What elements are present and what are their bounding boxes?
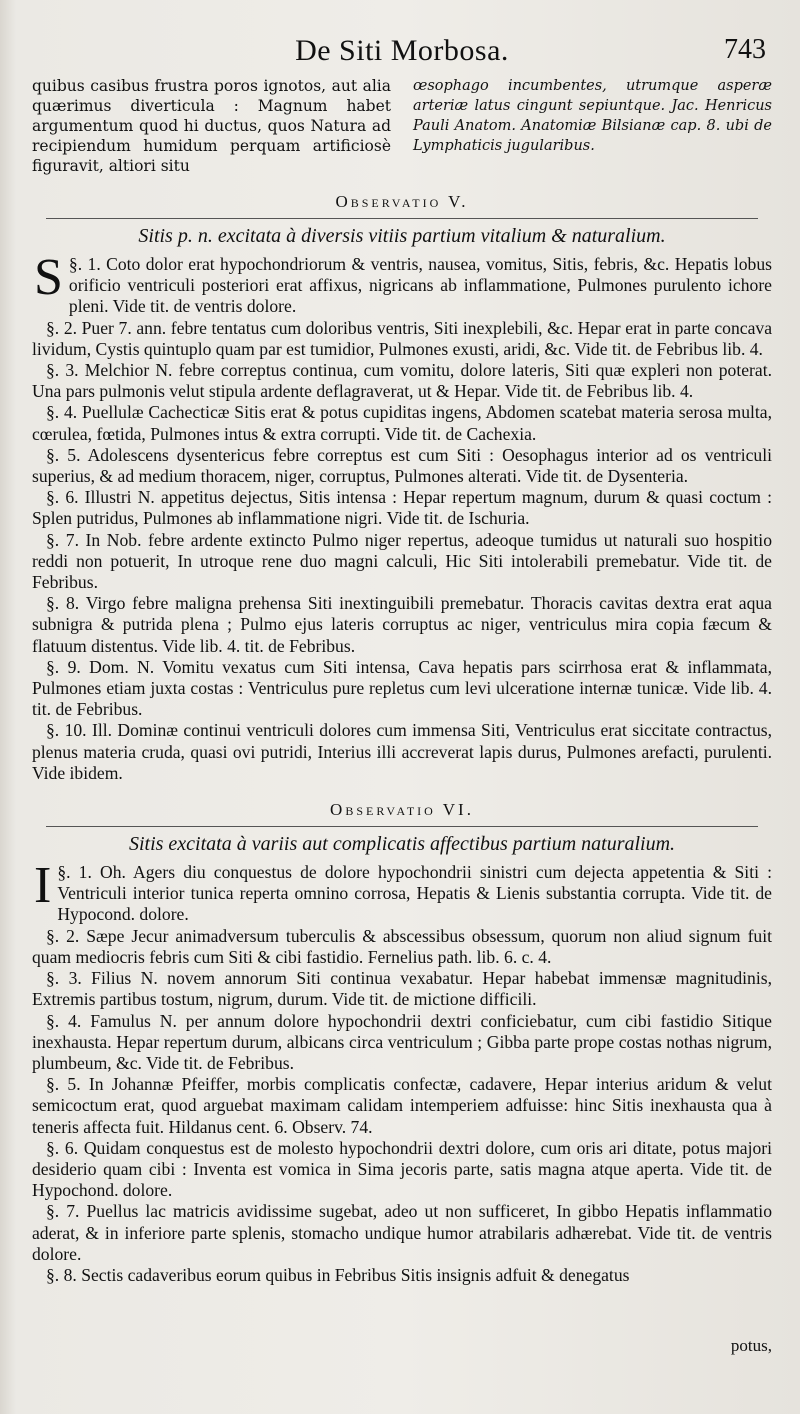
paragraph [32,720,772,784]
paragraph [32,487,772,529]
paragraph-text: §. 6. Quidam conquestus est de molesto hypochondrii dextri dolore, cum oris ari ditate, potus majori desiderio quam cibi : Inventa est vomica in Sima jecoris parte, satis magna atque aperta. Vide tit. de Hypochond. dolore. [32,1137,772,1201]
paragraph-text: §. 4. Famulus N. per annum dolore hypochondrii dextri conficiebatur, cum cibi fastidio Sitique inexhausta. Hepar repertum durum, albicans circa ventriculum ; Gibba parte prope costas nothas nigrum, plumbeum, &c. Vide tit. de Febribus. [32,1010,772,1073]
paragraph [32,318,772,360]
paragraph [32,593,772,657]
continued-text-columns [32,76,772,176]
paragraph-text: §. 5. In Johannæ Pfeiffer, morbis complicatis confectæ, cadavere, Hepar interius aridum & velut semicoctum erat, quod arguebat maximam calidam intemperiem adfuisse: hinc Sitis inexhausta qua à teneris affecta fuit. Hildanus cent. 6. Observ. 74. [32,1074,772,1137]
paragraph-text: §. 1. Coto dolor erat hypochondriorum & ventris, nausea, vomitus, Sitis, febris, &c. Hepatis lobus orificio ventriculi posteriori erat affixus, nigricans ab inflammatione, Pulmones purulento ichore pleni. Vide tit. de ventris dolore. [68,254,772,317]
observation-5-body [32,249,772,784]
paragraph [32,530,772,594]
paragraph-text: §. 5. Adolescens dysentericus febre correptus est cum Siti : Oesophagus interior ad os ventriculi superius, & ad medium thoracem, niger, corruptus, Pulmones alterati. Vide tit. de Dysenteria. [32,444,772,487]
paragraph-text: §. 2. Puer 7. ann. febre tentatus cum doloribus ventris, Siti inexplebili, &c. Hepar erat in parte concava lividum, Cystis quintuplo quam par est tumidior, Pulmones exusti, aridi, &c. Vide tit. de Febribus lib. 4. [32,317,772,359]
running-title: De Siti Morbosa. [295,34,509,67]
paragraph [32,445,772,487]
paragraph-text: §. 4. Puellulæ Cachecticæ Sitis erat & potus cupiditas ingens, Abdomen scatebat materia serosa multa, cœrulea, fœtida, Pulmones intus & extra corrupti. Vide tit. de Cachexia. [32,402,772,444]
paragraph [32,968,772,1010]
paragraph-text: §. 3. Filius N. novem annorum Siti continua vexabatur. Hepar habebat immensæ magnitudinis, Extremis partibus tostum, nigrum, durum. Vide tit. de mictione difficili. [32,968,772,1010]
paragraph-text: §. 3. Melchior N. febre correptus continua, cum vomitu, dolore lateris, Siti quæ expleri non poterat. Una pars pulmonis velut stipula ardente deflagraverat, ut & Hepar. Vide tit. de Febribus lib. 4. [32,360,772,402]
observation-6-heading: Observatio VI. [330,800,474,820]
page-number: 743 [724,34,766,65]
right-column-text: œsophago incumbentes, utrumque asperæ arteriæ latus cingunt sepiuntque. Jac. Henricus Pauli Anatom. Anatomiæ Bilsianæ cap. 8. ubi de Lymphaticis jugularibus. [413,78,772,154]
observation-6-subtitle: Sitis excitata à variis aut complicatis affectibus partium naturalium. [128,833,676,856]
paragraph [32,657,772,721]
paragraph [32,360,772,402]
paragraph-text: §. 7. Puellus lac matricis avidissime sugebat, adeo ut non sufficeret, In gibbo Hepatis inflammatio aderat, & in inferiore parte splenis, stomacho undique humor atrabilaris adhærebat. Vide tit. de ventris dolore. [32,1201,772,1264]
heading-rule [46,826,758,827]
observation-5-subtitle: Sitis p. n. excitata à diversis vitiis partium vitalium & naturalium. [138,225,666,247]
paragraph-text: §. 8. Virgo febre maligna prehensa Siti inextinguibili premebatur. Thoracis cavitas dextra erat aqua subnigra & putrida plena ; Pulmo ejus lateris corruptus ac niger, ventriculus mira copia fæcum & flatuum distentus. Vide lib. 4. tit. de Febribus. [32,593,772,656]
observation-6-body [32,857,772,1286]
running-header [32,34,772,74]
observation-5-heading: Observatio V. [335,192,469,211]
paragraph-text: §. 9. Dom. N. Vomitu vexatus cum Siti intensa, Cava hepatis pars scirrhosa erat & inflammata, Pulmones etiam juxta costas : Ventriculus pure repletus cum levi ulceratione internæ tunicæ. Vide lib. 4. tit. de Febribus. [32,656,772,720]
paragraph [32,857,772,926]
paragraph-text: §. 8. Sectis cadaveribus eorum quibus in Febribus Sitis insignis adfuit & denegatus [46,1264,630,1285]
heading-rule [46,218,758,219]
paragraph [32,1201,772,1265]
paragraph [32,249,772,318]
paragraph-text: §. 6. Illustri N. appetitus dejectus, Sitis intensa : Hepar repertum magnum, durum & quasi coctum : Splen putridus, Pulmones ab inflammatione nigri. Vide tit. de Ischuria. [32,487,772,529]
drop-cap: I [34,857,52,915]
paragraph-text: §. 1. Oh. Agers diu conquestus de dolore hypochondrii sinistri cum dejecta appetentia & Siti : Ventriculi interior tunica reperta omnino corrosa, Hepatis & Lienis substantia corrupta. Vide tit. de Hypocond. dolore. [57,862,772,925]
paragraph [32,402,772,444]
paragraph [32,1265,772,1286]
paragraph-text: §. 10. Ill. Dominæ continui ventriculi dolores cum immensa Siti, Ventriculus erat siccitate contractus, plenus materia cruda, quasi ovi putridi, Interius illi accreverat lapis durus, Pulmones arefacti, purulenti. Vide ibidem. [32,720,772,783]
paragraph [32,926,772,968]
paragraph-text: §. 2. Sæpe Jecur animadversum tuberculis & abscessibus obsessum, quorum non aliud signum fuit quam mediocris febris cum Siti & cibi fastidio. Fernelius path. lib. 6. c. 4. [32,925,772,967]
paragraph [32,1011,772,1075]
catchword: potus, [730,1336,772,1355]
paragraph-text: §. 7. In Nob. febre ardente extincto Pulmo niger repertus, adeoque tumidus ut naturali suo hospitio reddi non potuerit, In utroque rene duo magni calculi, Hic Siti intolerabili premebatur. Vide tit. de Febribus. [32,529,772,593]
drop-cap: S [34,249,63,306]
paragraph [32,1074,772,1138]
paragraph [32,1138,772,1202]
left-column-text: quibus casibus frustra poros ignotos, aut alia quærimus diverticula : Magnum habet argumentum quod hi ductus, quos Natura ad recipiendum humidum perquam artificiosè figuravit, altiori situ [32,77,391,175]
